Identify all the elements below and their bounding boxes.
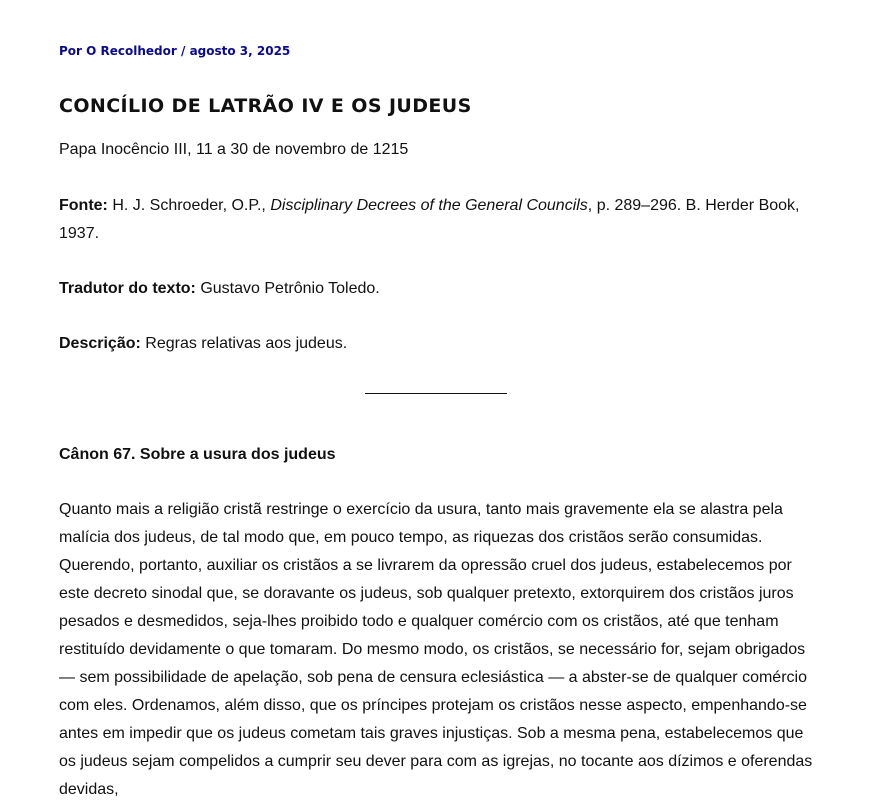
meta-prefix: Por (59, 44, 87, 58)
section-divider (365, 393, 507, 394)
canon-body: Quanto mais a religião cristã restringe o exercício da usura, tanto mais gravemente ela se alastra pela malícia dos judeus, de tal modo que, em pouco tempo, as riquezas dos cristãos serão consumidas. Querendo, portanto, auxiliar os cristãos a se livrarem da opressão cruel dos judeus, estabelecemos por este decreto sinodal que, se doravante os judeus, sob qualquer pretexto, extorquirem dos cristãos juros pesados e desmedidos, seja-lhes proibido todo e qualquer comércio com os cristãos, até que tenham restituído devidamente o que tomaram. Do mesmo modo, os cristãos, se necessário for, sejam obrigados — sem possibilidade de apelação, sob pena de censura eclesiástica — a abster-se de qualquer comércio com eles. Ordenamos, além disso, que os príncipes protejam os cristãos nesse aspecto, empenhando-se antes em impedir que os judeus cometam tais graves injustiças. Sob a mesma pena, estabelecemos que os judeus sejam compelidos a cumprir seu dever para com as igrejas, no tocante aos dízimos e oferendas devidas, (59, 501, 813, 798)
source-before-italic: H. J. Schroeder, O.P., (107, 197, 271, 214)
translator-label: Tradutor do texto: (59, 280, 196, 297)
source-book-title: Disciplinary Decrees of the General Councils (270, 197, 588, 214)
meta-separator: / (176, 44, 190, 58)
author-link[interactable]: O Recolhedor (86, 44, 177, 58)
description-paragraph (59, 330, 347, 358)
source-after-italic: , p. 289–296. B. Herder Book, 1937. (59, 197, 800, 242)
description-label: Descrição: (59, 335, 141, 352)
canon-heading: Cânon 67. Sobre a usura dos judeus (59, 446, 336, 463)
post-meta (59, 44, 290, 58)
translator-paragraph (59, 275, 380, 303)
description-value: Regras relativas aos judeus. (140, 335, 348, 352)
subtitle: Papa Inocêncio III, 11 a 30 de novembro de 1215 (59, 141, 409, 158)
translator-value: Gustavo Petrônio Toledo. (195, 280, 380, 297)
source-paragraph (59, 192, 814, 248)
date-link[interactable]: agosto 3, 2025 (189, 44, 291, 58)
source-label: Fonte: (59, 197, 108, 214)
page-title: CONCÍLIO DE LATRÃO IV E OS JUDEUS (59, 95, 472, 117)
